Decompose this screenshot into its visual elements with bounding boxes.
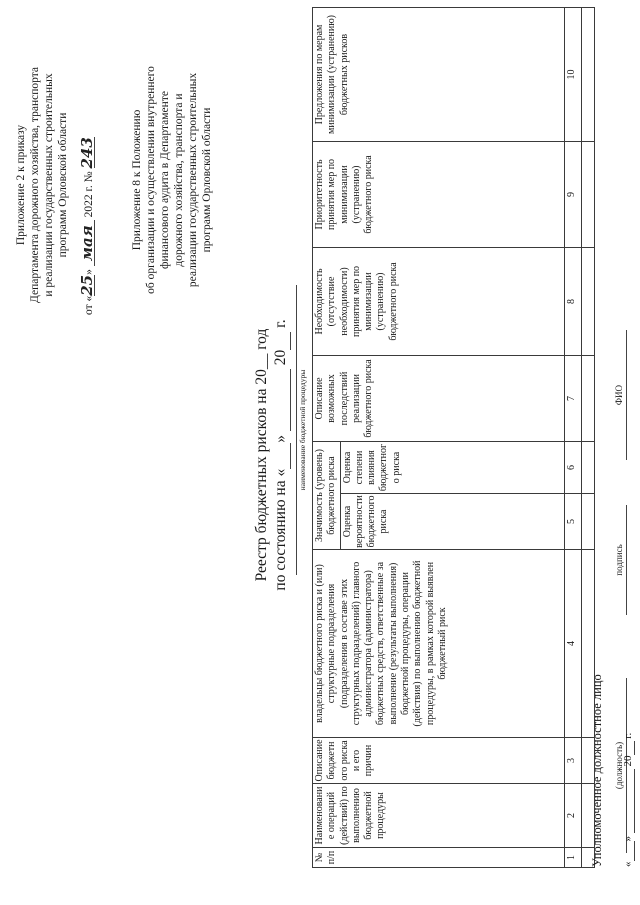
header-risk-owners: владельцы бюджетного риска и (или) структурные подразделения (подразделения в составе этих структурных подразделений) главного администратора (администратора) бюджетных средств, ответственные за выполнение (результаты выполнения) бюджетной процедуры, операции (действия) по выполнению бюджетной процедуры, в рамках которой выявлен бюджетный риск [313, 550, 565, 738]
state-suffix: г. [272, 319, 289, 328]
header-risk-description: Описание бюджетного риска и его причин [313, 738, 565, 784]
col-number-5: 5 [564, 494, 581, 550]
header-priority: Приоритетность принятия мер по минимизации (устранению) бюджетного риска [313, 141, 565, 247]
state-year-prefix: 20 [272, 349, 289, 366]
state-month-blank [271, 369, 291, 431]
signature-caption: подпись [614, 544, 624, 576]
register-title [252, 305, 291, 605]
date-year: 2022 г. № [83, 171, 95, 218]
header-number: № п/п [313, 848, 565, 868]
handwritten-number: 243 [78, 137, 96, 169]
header-consequences: Описание возможных последствий реализации бюджетного риска [313, 355, 565, 441]
col-number-1: 1 [564, 848, 581, 868]
footer-day-blank [622, 842, 635, 862]
footer-date-suffix: г. [622, 732, 634, 739]
footer-date-open: « [622, 861, 634, 867]
header-significance: Значимость (уровень) бюджетного риска [313, 441, 341, 549]
date-mid: » [83, 269, 95, 275]
attachment-line-2: Департамента дорожного хозяйства, транспорта [29, 67, 41, 303]
regulation-line-1: Приложение 8 к Положению [131, 109, 143, 251]
handwritten-day: 25 [78, 274, 96, 296]
header-proposals: Предложения по мерам минимизации (устранению) бюджетных рисков [313, 7, 565, 141]
attachment-line-4: программ Орловской области [57, 112, 69, 258]
subheader-impact: Оценка степени влияния бюджетного риска [340, 441, 564, 493]
title-line-1: Реестр бюджетных рисков на 20__ год [253, 328, 270, 582]
regulation-line-5: реализации государственных строительных [187, 72, 199, 288]
regulation-line-4: дорожного хозяйства, транспорта и [173, 93, 185, 267]
table-number-row [564, 7, 581, 867]
col-number-7: 7 [564, 355, 581, 441]
attachment-line-1: Приложение 2 к приказу [15, 124, 27, 246]
col-number-4: 4 [564, 550, 581, 738]
col-number-10: 10 [564, 7, 581, 141]
col-number-6: 6 [564, 441, 581, 493]
regulation-block [130, 35, 214, 325]
state-day-blank [271, 443, 291, 469]
authorized-official-label: Уполномоченное должностное лицо [590, 674, 604, 867]
attachment-date-line [80, 45, 96, 325]
attachment-block [14, 45, 96, 325]
procedure-name-caption: наименование бюджетной процедуры [298, 369, 307, 491]
col-number-2: 2 [564, 784, 581, 848]
name-caption: ФИО [614, 384, 624, 406]
attachment-line-3: и реализации государственных строительных [43, 73, 55, 297]
regulation-line-6: программ Орловской области [201, 107, 213, 253]
footer-year-blank [622, 742, 635, 756]
state-year-blank [271, 332, 291, 350]
table-header-row [313, 7, 341, 867]
regulation-line-3: финансового аудита в Департаменте [159, 91, 171, 269]
subheader-probability: Оценка вероятности бюджетного риска [340, 494, 564, 550]
regulation-line-2: об организации и осуществлении внутреннего [145, 66, 157, 294]
signature-line [626, 505, 627, 615]
footer-month-blank [622, 769, 635, 833]
title-state-line [271, 305, 291, 605]
footer-date [622, 733, 635, 867]
col-number-8: 8 [564, 247, 581, 355]
procedure-name-line [296, 285, 297, 575]
state-prefix: по состоянию на « [272, 468, 289, 591]
header-necessity: Необходимость (отсутствие необходимости) принятия мер по минимизации (устранению) бюджетного риска [313, 247, 565, 355]
col-number-9: 9 [564, 141, 581, 247]
handwritten-month: мая [80, 220, 95, 266]
footer-date-year: 20 [622, 755, 634, 767]
state-mid: » [272, 435, 289, 443]
position-caption: (должность) [614, 741, 624, 790]
footer-date-mid: » [622, 836, 634, 842]
col-number-3: 3 [564, 738, 581, 784]
header-operations: Наименование операций (действий) по выполнению бюджетной процедуры [313, 784, 565, 848]
date-prefix: от « [83, 295, 95, 315]
name-line [626, 330, 627, 460]
register-table [312, 7, 595, 868]
